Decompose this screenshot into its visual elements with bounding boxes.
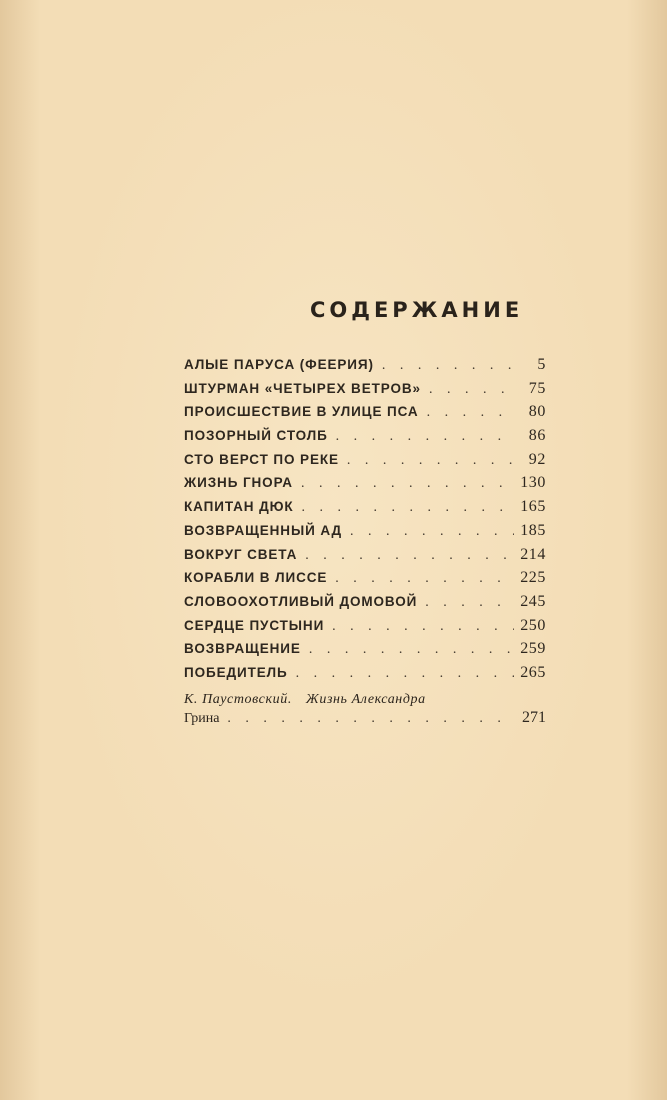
toc-entry — [184, 640, 546, 664]
leader-dots — [296, 666, 514, 682]
toc-entry-page: 80 — [528, 403, 546, 421]
toc-entry-page: 130 — [520, 474, 546, 492]
toc-entry-page: 245 — [520, 592, 546, 610]
leader-dots — [336, 429, 514, 445]
contents-heading: СОДЕРЖАНИЕ — [310, 298, 524, 322]
toc-entry — [184, 427, 546, 451]
toc-entry-title-line1: Жизнь Александра — [305, 691, 426, 707]
leader-dots — [332, 619, 514, 635]
toc-entry-page: 214 — [520, 545, 546, 563]
toc-entry-page: 165 — [520, 498, 546, 516]
leader-dots — [305, 548, 514, 564]
toc-entry-page: 250 — [520, 616, 546, 634]
leader-dots — [427, 405, 514, 421]
toc-entry — [184, 617, 546, 641]
toc-entry — [184, 356, 546, 380]
toc-entry-title: АЛЫЕ ПАРУСА (ФЕЕРИЯ) — [184, 357, 374, 372]
toc-entry-page: 271 — [522, 708, 546, 726]
toc-entry-title: КАПИТАН ДЮК — [184, 499, 294, 515]
table-of-contents — [184, 356, 546, 727]
leader-dots — [350, 524, 514, 540]
toc-entry-title: СТО ВЕРСТ ПО РЕКЕ — [184, 451, 339, 467]
toc-entry-title: ВОКРУГ СВЕТА — [184, 546, 298, 562]
toc-entry — [184, 664, 546, 688]
toc-entry-page: 86 — [528, 427, 546, 445]
toc-entry-page: 5 — [537, 356, 546, 373]
toc-entry-page: 75 — [528, 379, 546, 397]
leader-dots — [302, 500, 514, 516]
leader-dots — [425, 595, 514, 611]
toc-entry-title: ПОБЕДИТЕЛЬ — [184, 664, 288, 680]
leader-dots — [429, 382, 514, 398]
toc-entry — [184, 380, 546, 404]
toc-entry — [184, 498, 546, 522]
toc-entry-page: 259 — [520, 640, 546, 658]
toc-entry-page: 92 — [528, 450, 546, 468]
toc-entry-title: КОРАБЛИ В ЛИССЕ — [184, 570, 328, 586]
toc-entry-title: ПРОИСШЕСТВИЕ В УЛИЦЕ ПСА — [184, 404, 419, 420]
leader-dots — [227, 711, 514, 727]
toc-entry-title: СЕРДЦЕ ПУСТЫНИ — [184, 617, 325, 633]
leader-dots — [309, 642, 514, 658]
toc-entry — [184, 403, 546, 427]
toc-entry-page: 265 — [520, 663, 546, 681]
toc-entry-title: ЖИЗНЬ ГНОРА — [184, 475, 293, 491]
toc-entry — [184, 546, 546, 570]
leader-dots — [335, 571, 514, 587]
toc-entry-title: ВОЗВРАЩЕННЫЙ АД — [184, 522, 342, 538]
toc-entry-author: К. Паустовский. — [184, 691, 292, 707]
leader-dots — [301, 476, 514, 492]
toc-entry-page: 185 — [520, 521, 546, 539]
toc-entry-title: ВОЗВРАЩЕНИЕ — [184, 641, 301, 657]
toc-entry-final — [184, 692, 546, 727]
toc-entry-title: ПОЗОРНЫЙ СТОЛБ — [184, 428, 328, 444]
toc-entry-title-line2: Грина — [184, 710, 220, 726]
toc-entry — [184, 593, 546, 617]
toc-entry-page: 225 — [520, 569, 546, 587]
toc-entry-title: СЛОВООХОТЛИВЫЙ ДОМОВОЙ — [184, 593, 418, 609]
toc-entry — [184, 522, 546, 546]
toc-entry-title: ШТУРМАН «ЧЕТЫРЕХ ВЕТРОВ» — [184, 380, 421, 396]
toc-entry — [184, 451, 546, 475]
leader-dots — [347, 453, 514, 469]
toc-entry — [184, 569, 546, 593]
toc-entry — [184, 474, 546, 498]
leader-dots — [382, 358, 514, 374]
